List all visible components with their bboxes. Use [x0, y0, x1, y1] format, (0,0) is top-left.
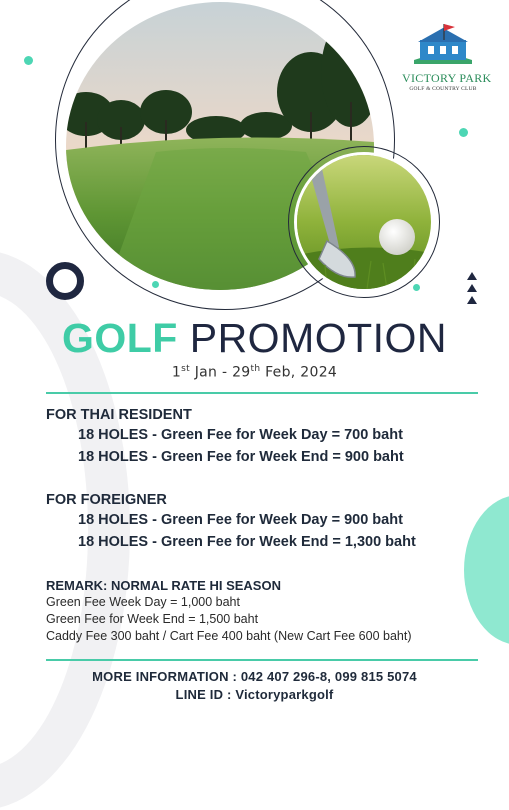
- contact-line-id: LINE ID : Victoryparkgolf: [175, 687, 334, 702]
- logo-name: VICTORY PARK: [402, 71, 492, 85]
- start-month: Jan: [194, 364, 218, 381]
- contact-info: [0, 668, 509, 704]
- contact-phone: MORE INFORMATION : 042 407 296-8, 099 815 5074: [92, 669, 417, 684]
- page-title: [0, 312, 509, 364]
- thai-resident-heading: FOR THAI RESIDENT: [46, 407, 192, 423]
- foreigner-weekday-fee: 18 HOLES - Green Fee for Week Day = 900 baht: [78, 512, 403, 528]
- decorative-dot: [24, 56, 33, 65]
- divider: [46, 392, 478, 394]
- thai-weekend-fee: 18 HOLES - Green Fee for Week End = 900 baht: [78, 448, 404, 465]
- remark-caddy-cart: Caddy Fee 300 baht / Cart Fee 400 baht (New Cart Fee 600 baht): [46, 629, 412, 643]
- triangle-stack-icon: [467, 272, 479, 308]
- clubhouse-logo-icon: [408, 22, 478, 64]
- decorative-dot: [459, 128, 468, 137]
- start-day: 1: [171, 364, 182, 381]
- remark-weekday: Green Fee Week Day = 1,000 baht: [46, 595, 240, 609]
- logo-tagline: GOLF & COUNTRY CLUB: [409, 86, 477, 92]
- promotion-period: [0, 364, 509, 381]
- end-day: 29: [232, 364, 251, 381]
- title-word-golf: GOLF: [61, 315, 178, 361]
- start-suffix: st: [181, 364, 190, 374]
- golf-ball-photo: [294, 152, 434, 292]
- thai-weekday-fee: 18 HOLES - Green Fee for Week Day = 700 baht: [78, 427, 403, 443]
- foreigner-heading: FOR FOREIGNER: [46, 492, 167, 508]
- decorative-dot: [152, 281, 159, 288]
- foreigner-weekend-fee: 18 HOLES - Green Fee for Week End = 1,300 baht: [78, 533, 416, 550]
- end-suffix: th: [250, 364, 261, 374]
- fee-content: [46, 405, 476, 645]
- decorative-circle-outline: [46, 262, 84, 300]
- remark-weekend: Green Fee for Week End = 1,500 baht: [46, 612, 259, 626]
- date-separator: -: [221, 364, 228, 381]
- decorative-dot: [413, 284, 420, 291]
- victory-park-logo: [402, 22, 492, 92]
- end-month-year: Feb, 2024: [265, 364, 338, 381]
- remark-heading: REMARK: NORMAL RATE HI SEASON: [46, 578, 281, 593]
- title-word-promotion: PROMOTION: [189, 315, 448, 361]
- divider: [46, 659, 478, 661]
